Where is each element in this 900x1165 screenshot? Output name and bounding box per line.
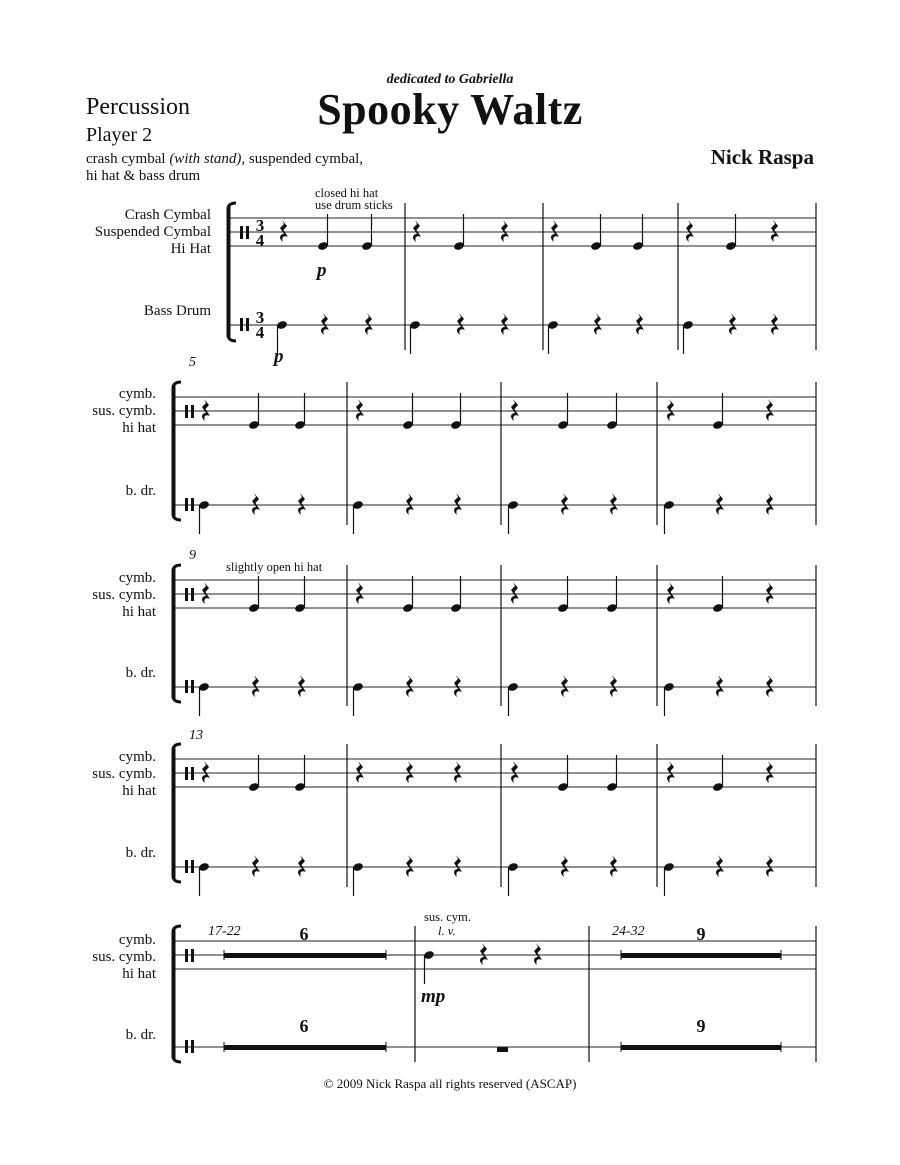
- quarter-rest: [594, 313, 602, 335]
- multi-rest-count: 6: [299, 924, 309, 944]
- system-bracket: [173, 382, 181, 520]
- quarter-rest: [716, 493, 724, 515]
- quarter-rest: [766, 855, 774, 877]
- bass-drum-note: [663, 862, 675, 896]
- hi-hat-note: [248, 393, 260, 430]
- dynamic-marking: mp: [421, 986, 446, 1007]
- bass-drum-note: [198, 862, 210, 896]
- hi-hat-note: [402, 576, 414, 613]
- hi-hat-note: [557, 576, 569, 613]
- measure-number: 5: [189, 355, 196, 370]
- bass-drum-note: [663, 500, 675, 534]
- instrument-change: sus. cym.: [424, 910, 471, 924]
- quarter-rest: [771, 220, 779, 242]
- system-3: [92, 548, 816, 716]
- quarter-rest: [771, 313, 779, 335]
- quarter-rest: [457, 313, 465, 335]
- bass-drum-note: [198, 500, 210, 534]
- cymbal-staff-label: hi hat: [122, 420, 156, 436]
- quarter-rest: [454, 855, 462, 877]
- hi-hat-note: [606, 393, 618, 430]
- percussion-clef: [191, 405, 194, 418]
- percussion-clef: [240, 318, 243, 331]
- hi-hat-note: [294, 393, 306, 430]
- drum-staff-label: b. dr.: [125, 665, 156, 681]
- multi-rest-count: 9: [696, 1016, 706, 1036]
- quarter-rest: [298, 675, 306, 697]
- player-name: Player 2: [86, 124, 153, 146]
- quarter-rest: [413, 220, 421, 242]
- cymbal-staff-label: cymb.: [118, 932, 156, 948]
- dynamic-marking: p: [274, 346, 284, 367]
- cymbal-staff-label: hi hat: [122, 966, 156, 982]
- composer-name: Nick Raspa: [710, 145, 814, 169]
- quarter-rest: [561, 675, 569, 697]
- instrument-setup-line-2: hi hat & bass drum: [86, 168, 201, 184]
- let-vibrate-marking: l. v.: [438, 924, 456, 938]
- quarter-rest: [534, 943, 542, 965]
- quarter-rest: [501, 220, 509, 242]
- quarter-rest: [406, 493, 414, 515]
- setup-note: (with stand): [169, 151, 242, 167]
- hi-hat-note: [590, 214, 602, 251]
- time-signature-bottom: 4: [255, 323, 265, 342]
- setup-text: crash cymbal: [86, 151, 170, 167]
- system-bracket: [173, 744, 181, 882]
- bass-drum-note: [507, 682, 519, 716]
- bass-drum-note: [547, 320, 559, 354]
- quarter-rest: [716, 675, 724, 697]
- drum-staff-label: b. dr.: [125, 845, 156, 861]
- bass-drum-note: [352, 682, 364, 716]
- cymbal-staff-label: hi hat: [122, 783, 156, 799]
- system-2-notes: [198, 382, 816, 534]
- bass-drum-note: [409, 320, 421, 354]
- quarter-rest: [716, 855, 724, 877]
- percussion-clef: [185, 1040, 188, 1053]
- hi-hat-note: [557, 393, 569, 430]
- cymbal-staff-label: sus. cymb.: [92, 949, 156, 965]
- quarter-rest: [667, 761, 675, 783]
- system-1-notes: [276, 203, 816, 354]
- multi-rest-count: 9: [696, 924, 706, 944]
- measure-number: 9: [189, 548, 196, 563]
- quarter-rest: [686, 220, 694, 242]
- drum-staff-label: b. dr.: [125, 483, 156, 499]
- cymbal-staff-label: sus. cymb.: [92, 587, 156, 603]
- cymbal-staff-label: cymb.: [118, 570, 156, 586]
- direction-text: closed hi hat: [315, 186, 379, 200]
- hi-hat-note: [294, 755, 306, 792]
- copyright-notice: © 2009 Nick Raspa all rights reserved (ASCAP): [323, 1076, 577, 1091]
- quarter-rest: [356, 761, 364, 783]
- bass-drum-note: [352, 500, 364, 534]
- system-bracket: [173, 565, 181, 702]
- quarter-rest: [365, 313, 373, 335]
- percussion-clef: [185, 588, 188, 601]
- hi-hat-note: [317, 214, 329, 251]
- cymbal-staff-label: sus. cymb.: [92, 403, 156, 419]
- quarter-rest: [406, 855, 414, 877]
- hi-hat-note: [450, 393, 462, 430]
- system-1: [95, 186, 816, 367]
- dedication: dedicated to Gabriella: [386, 72, 514, 87]
- cymbal-staff-label: cymb.: [118, 386, 156, 402]
- quarter-rest: [321, 313, 329, 335]
- quarter-rest: [280, 220, 288, 242]
- multi-measure-rest: [621, 1042, 781, 1052]
- drum-staff-label: Bass Drum: [143, 303, 211, 319]
- cymbal-staff-label: Suspended Cymbal: [94, 224, 211, 240]
- system-5: [92, 910, 816, 1062]
- bass-drum-note: [682, 320, 694, 354]
- measure-number: 13: [189, 728, 203, 743]
- instrument-name: Percussion: [86, 94, 190, 120]
- quarter-rest: [356, 399, 364, 421]
- cymbal-staff-label: hi hat: [122, 604, 156, 620]
- quarter-rest: [252, 855, 260, 877]
- percussion-clef: [246, 318, 249, 331]
- quarter-rest: [610, 855, 618, 877]
- quarter-rest: [561, 855, 569, 877]
- percussion-clef: [191, 860, 194, 873]
- quarter-rest: [610, 493, 618, 515]
- quarter-rest: [766, 761, 774, 783]
- multi-rest-count: 6: [299, 1016, 309, 1036]
- percussion-clef: [185, 767, 188, 780]
- cymbal-staff-label: Hi Hat: [170, 241, 211, 257]
- multi-measure-rest: [621, 950, 781, 960]
- quarter-rest: [480, 943, 488, 965]
- quarter-rest: [667, 399, 675, 421]
- quarter-rest: [766, 493, 774, 515]
- system-4: [92, 728, 816, 896]
- bass-drum-note: [507, 500, 519, 534]
- percussion-clef: [185, 860, 188, 873]
- bass-drum-note: [507, 862, 519, 896]
- system-3-notes: [198, 565, 816, 716]
- hi-hat-note: [606, 755, 618, 792]
- percussion-clef: [185, 405, 188, 418]
- percussion-clef: [185, 949, 188, 962]
- system-4-notes: [198, 744, 816, 896]
- quarter-rest: [610, 675, 618, 697]
- bass-drum-note: [663, 682, 675, 716]
- system-bracket: [173, 926, 181, 1062]
- hi-hat-note: [606, 576, 618, 613]
- percussion-clef: [191, 767, 194, 780]
- quarter-rest: [636, 313, 644, 335]
- hi-hat-note: [450, 576, 462, 613]
- percussion-clef: [246, 226, 249, 239]
- quarter-rest: [202, 582, 210, 604]
- percussion-clef: [191, 1040, 194, 1053]
- quarter-rest: [511, 399, 519, 421]
- hi-hat-note: [725, 214, 737, 251]
- cymbal-staff-label: sus. cymb.: [92, 766, 156, 782]
- quarter-rest: [252, 493, 260, 515]
- time-signature-top: 3: [255, 308, 265, 327]
- quarter-rest: [252, 675, 260, 697]
- quarter-rest: [406, 761, 414, 783]
- hi-hat-note: [453, 214, 465, 251]
- quarter-rest: [454, 493, 462, 515]
- whole-rest: [497, 1047, 508, 1052]
- percussion-clef: [185, 498, 188, 511]
- quarter-rest: [454, 675, 462, 697]
- percussion-clef: [240, 226, 243, 239]
- multi-measure-rest: [224, 1042, 386, 1052]
- drum-staff-label: b. dr.: [125, 1027, 156, 1043]
- hi-hat-note: [632, 214, 644, 251]
- cymbal-staff-label: cymb.: [118, 749, 156, 765]
- cymbal-staff-label: Crash Cymbal: [124, 207, 211, 223]
- quarter-rest: [454, 761, 462, 783]
- hi-hat-note: [712, 755, 724, 792]
- measure-range: 24-32: [612, 924, 645, 939]
- percussion-clef: [191, 949, 194, 962]
- quarter-rest: [511, 761, 519, 783]
- quarter-rest: [766, 582, 774, 604]
- quarter-rest: [729, 313, 737, 335]
- hi-hat-note: [294, 576, 306, 613]
- quarter-rest: [406, 675, 414, 697]
- system-2: [92, 355, 816, 534]
- hi-hat-note: [248, 576, 260, 613]
- hi-hat-note: [712, 576, 724, 613]
- hi-hat-note: [248, 755, 260, 792]
- piece-title: Spooky Waltz: [317, 85, 583, 134]
- quarter-rest: [356, 582, 364, 604]
- time-signature-bottom: 4: [255, 231, 265, 250]
- quarter-rest: [766, 399, 774, 421]
- measure-range: 17-22: [208, 924, 241, 939]
- multi-measure-rest: [224, 950, 386, 960]
- quarter-rest: [298, 493, 306, 515]
- bass-drum-note: [198, 682, 210, 716]
- quarter-rest: [202, 761, 210, 783]
- suspended-cymbal-note: [423, 950, 435, 984]
- hi-hat-note: [712, 393, 724, 430]
- quarter-rest: [202, 399, 210, 421]
- quarter-rest: [298, 855, 306, 877]
- quarter-rest: [667, 582, 675, 604]
- quarter-rest: [551, 220, 559, 242]
- quarter-rest: [511, 582, 519, 604]
- hi-hat-note: [402, 393, 414, 430]
- hi-hat-note: [557, 755, 569, 792]
- direction-text: use drum sticks: [315, 198, 393, 212]
- bass-drum-note: [352, 862, 364, 896]
- direction-text: slightly open hi hat: [226, 560, 323, 574]
- quarter-rest: [561, 493, 569, 515]
- percussion-clef: [191, 680, 194, 693]
- system-bracket: [228, 203, 236, 341]
- quarter-rest: [501, 313, 509, 335]
- time-signature-top: 3: [255, 216, 265, 235]
- percussion-clef: [185, 680, 188, 693]
- hi-hat-note: [361, 214, 373, 251]
- dynamic-marking: p: [317, 260, 327, 281]
- quarter-rest: [766, 675, 774, 697]
- percussion-clef: [191, 588, 194, 601]
- percussion-clef: [191, 498, 194, 511]
- setup-text: , suspended cymbal,: [241, 151, 364, 167]
